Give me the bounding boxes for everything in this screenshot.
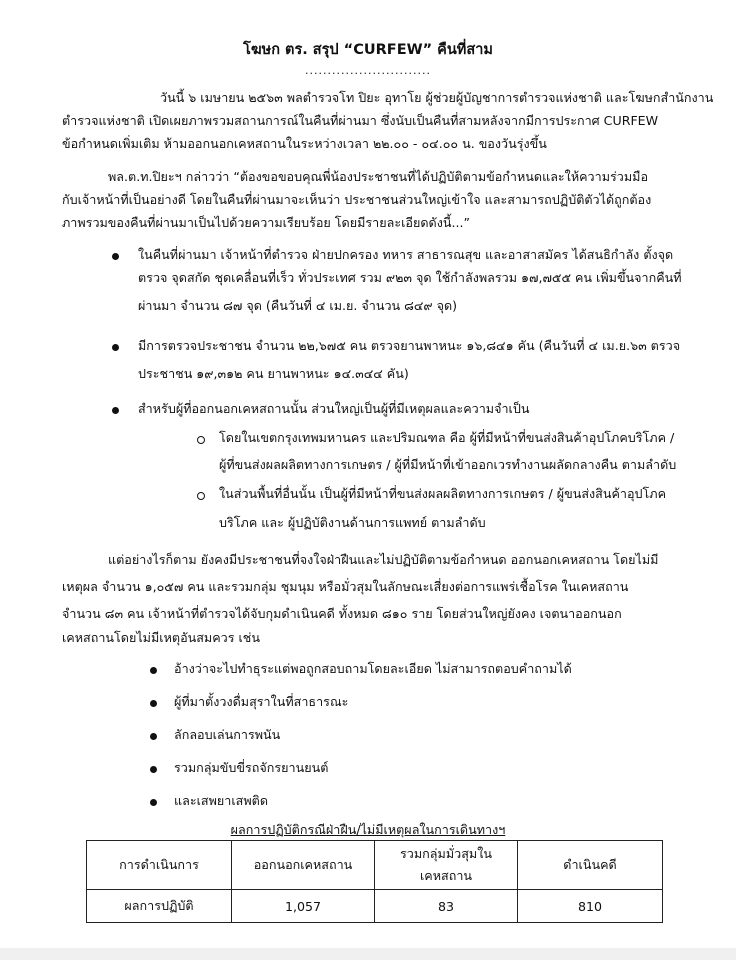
- paragraph-line: จำนวน ๘๓ คน เจ้าหน้าที่ตำรวจได้จับกุมดำเนินคดี ทั้งหมด ๘๑๐ ราย โดยส่วนใหญ่ยังคง เจตนาออกนอก: [62, 606, 622, 621]
- bullet-icon: [150, 766, 157, 773]
- quote-line: กับเจ้าหน้าที่เป็นอย่างดี โดยในคืนที่ผ่านมาจะเห็นว่า ประชาชนส่วนใหญ่เข้าใจ และสามารถปฏิบัติตัวได้ถูกต้อง: [62, 192, 652, 207]
- table-cell: 1,057: [232, 890, 375, 923]
- sub-bullet-2-line: ในส่วนพื้นที่อื่นนั้น เป็นผู้ที่มีหน้าที่ขนส่งผลผลิตทางการเกษตร / ผู้ขนส่งสินค้าอุปโภค: [219, 486, 667, 501]
- title-separator: ............................: [305, 64, 431, 77]
- bullet-icon: [112, 344, 119, 351]
- table-row: [87, 890, 663, 923]
- bullet-icon: [112, 253, 119, 260]
- bullet-1-line: ผ่านมา จำนวน ๘๗ จุด (คืนวันที่ ๔ เม.ย. จำนวน ๘๔๙ จุด): [138, 298, 458, 313]
- sub-bullet-1-line: ผู้ที่ขนส่งผลผลิตทางการเกษตร / ผู้ที่มีหน้าที่เข้าออกเวรทำงานผลัดกลางคืน ตามลำดับ: [219, 457, 677, 472]
- example-item: และเสพยาเสพติด: [174, 793, 268, 808]
- example-item: ลักลอบเล่นการพนัน: [174, 727, 281, 742]
- sub-bullet-2-line: บริโภค และ ผู้ปฏิบัติงานด้านการแพทย์ ตามลำดับ: [219, 515, 486, 530]
- bullet-icon: [150, 700, 157, 707]
- bullet-icon: [150, 799, 157, 806]
- example-item: อ้างว่าจะไปทำธุระแต่พอถูกสอบถามโดยละเอียด ไม่สามารถตอบคำถามได้: [174, 661, 572, 676]
- bullet-icon: [150, 733, 157, 740]
- table-header-cell: [375, 841, 518, 890]
- paragraph-line: เหตุผล จำนวน ๑,๐๕๗ คน และรวมกลุ่ม ชุมนุม หรือมั่วสุมในลักษณะเสี่ยงต่อการแพร่เชื้อโรค ในเคหสถาน: [62, 579, 629, 594]
- paragraph-line: เคหสถานโดยไม่มีเหตุอันสมควร เช่น: [62, 630, 260, 645]
- intro-line: วันนี้ ๖ เมษายน ๒๕๖๓ พลตำรวจโท ปิยะ อุทาโย ผู้ช่วยผู้บัญชาการตำรวจแห่งชาติ และโฆษกสำนักงาน: [160, 90, 714, 105]
- table-header-text: รวมกลุ่มมั่วสุมใน: [400, 846, 492, 861]
- bullet-1-line: ตรวจ จุดสกัด ชุดเคลื่อนที่เร็ว ทั่วประเทศ รวม ๙๒๓ จุด ใช้กำลังพลรวม ๑๗,๗๕๕ คน เพิ่มขึ้นจากคืนที่: [138, 270, 682, 285]
- intro-line: ตำรวจแห่งชาติ เปิดเผยภาพรวมสถานการณ์ในคืนที่ผ่านมา ซึ่งนับเป็นคืนที่สามหลังจากมีการประกาศ CURFEW: [62, 113, 659, 128]
- results-table: [86, 840, 663, 923]
- example-item: รวมกลุ่มขับขี่รถจักรยานยนต์: [174, 760, 329, 775]
- bullet-icon: [112, 407, 119, 414]
- bullet-2-line: ประชาชน ๑๙,๓๑๒ คน ยานพาหนะ ๑๔.๓๔๔ คัน): [138, 366, 409, 381]
- table-cell: ผลการปฏิบัติ: [87, 890, 232, 923]
- table-cell: 810: [518, 890, 663, 923]
- quote-line: พล.ต.ท.ปิยะฯ กล่าวว่า “ต้องขอขอบคุณพี่น้องประชาชนที่ได้ปฏิบัติตามข้อกำหนดและให้ความร่วมมือ: [108, 169, 649, 184]
- document-title: โฆษก ตร. สรุป “CURFEW” คืนที่สาม: [243, 42, 493, 58]
- bullet-icon: [150, 667, 157, 674]
- bullet-2-line: มีการตรวจประชาชน จำนวน ๒๒,๖๗๕ คน ตรวจยานพาหนะ ๑๖,๘๔๑ คัน (คืนวันที่ ๔ เม.ย.๖๓ ตรวจ: [138, 338, 681, 353]
- table-header-row: [87, 841, 663, 890]
- table-title: ผลการปฏิบัติกรณีฝ่าฝืน/ไม่มีเหตุผลในการเดินทางฯ: [230, 822, 506, 837]
- table-header-cell: ดำเนินคดี: [518, 841, 663, 890]
- sub-bullet-1-line: โดยในเขตกรุงเทพมหานคร และปริมณฑล คือ ผู้ที่มีหน้าที่ขนส่งสินค้าอุปโภคบริโภค /: [219, 430, 675, 445]
- bullet-1-line: ในคืนที่ผ่านมา เจ้าหน้าที่ตำรวจ ฝ่ายปกครอง ทหาร สาธารณสุข และอาสาสมัคร ได้สนธิกำลัง ตั้งจุด: [138, 247, 674, 262]
- paragraph-line: แต่อย่างไรก็ตาม ยังคงมีประชาชนที่จงใจฝ่าฝืนและไม่ปฏิบัติตามข้อกำหนด ออกนอกเคหสถาน โดยไม่มี: [108, 552, 659, 567]
- example-item: ผู้ที่มาตั้งวงดื่มสุราในที่สาธารณะ: [174, 694, 349, 709]
- circle-bullet-icon: [197, 492, 205, 500]
- table-cell: 83: [375, 890, 518, 923]
- quote-line: ภาพรวมของคืนที่ผ่านมาเป็นไปด้วยความเรียบร้อย โดยมีรายละเอียดดังนี้...”: [62, 215, 471, 230]
- circle-bullet-icon: [197, 436, 205, 444]
- table-header-cell: ออกนอกเคหสถาน: [232, 841, 375, 890]
- table-header-text: เคหสถาน: [419, 868, 473, 883]
- table-header-cell: การดำเนินการ: [87, 841, 232, 890]
- bullet-3-line: สำหรับผู้ที่ออกนอกเคหสถานนั้น ส่วนใหญ่เป็นผู้ที่มีเหตุผลและความจำเป็น: [138, 401, 530, 416]
- intro-line: ข้อกำหนดเพิ่มเติม ห้ามออกนอกเคหสถานในระหว่างเวลา ๒๒.๐๐ - ๐๔.๐๐ น. ของวันรุ่งขึ้น: [62, 136, 547, 151]
